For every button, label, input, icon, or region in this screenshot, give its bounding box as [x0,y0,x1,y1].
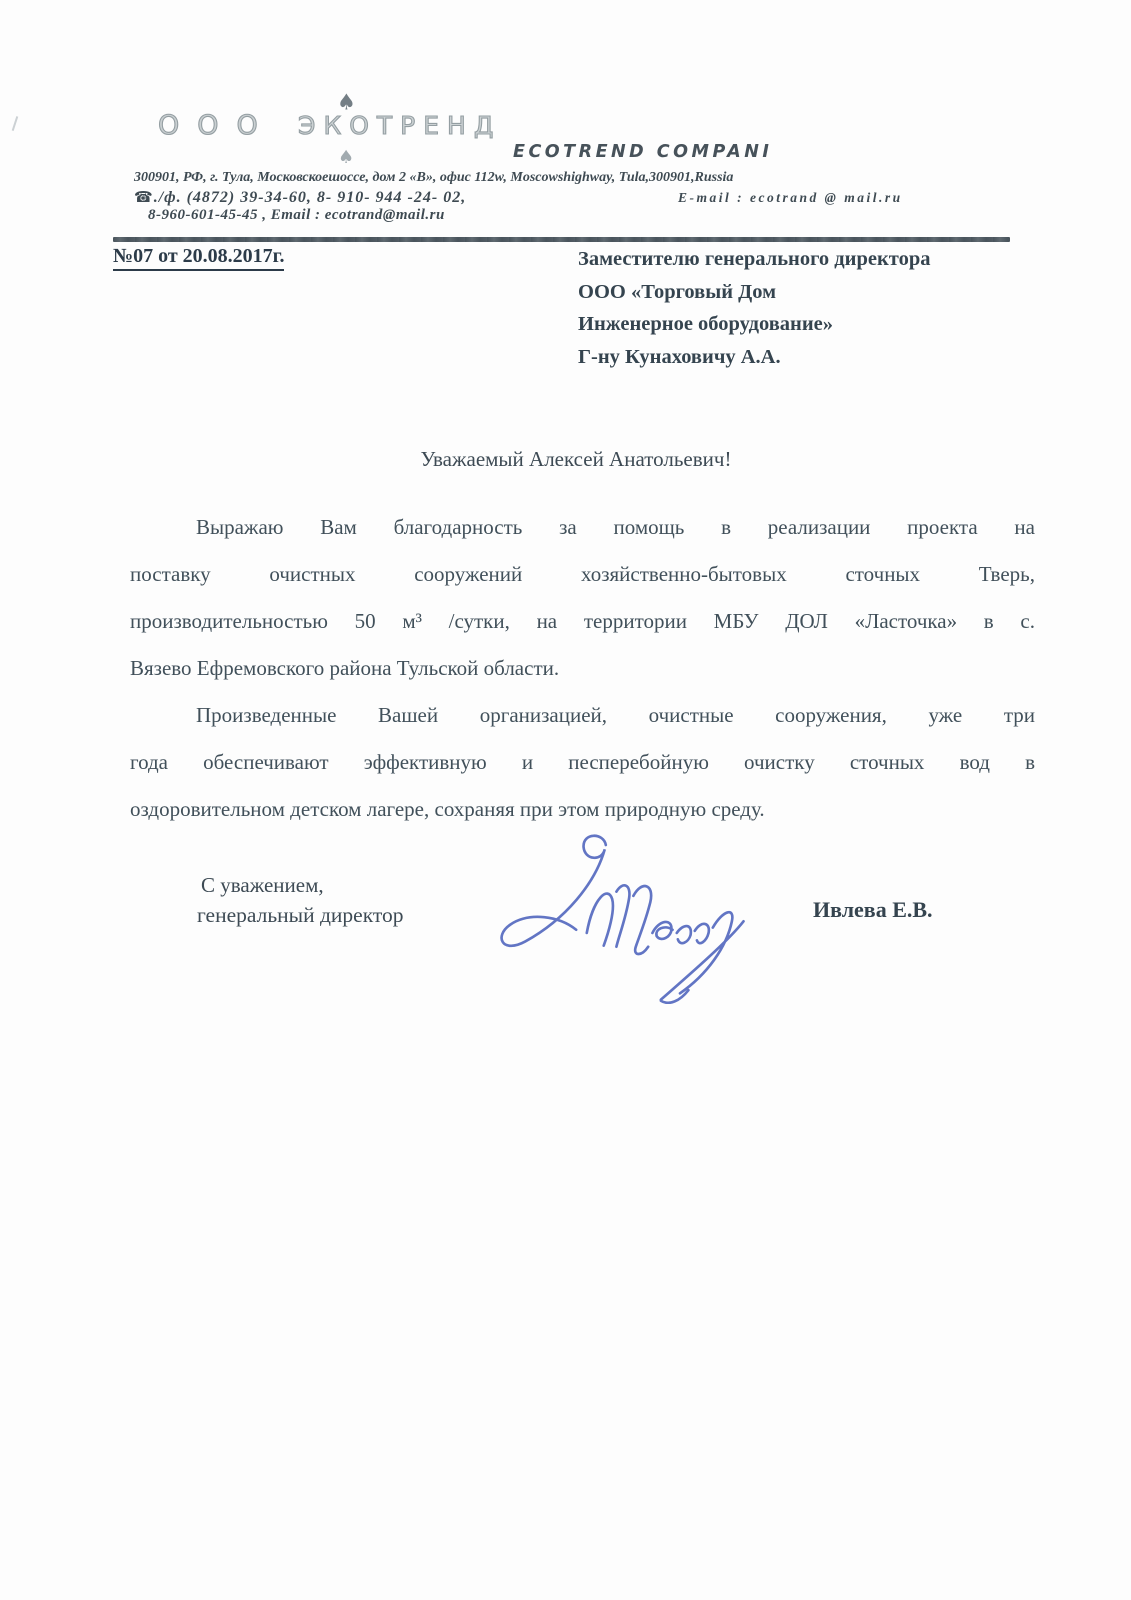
body-text-line: Выражаю Вам благодарность за помощь в реализации проекта на [196,515,1035,539]
recipient-line: Инженерное оборудование» [578,313,834,336]
recipient-line: Г-ну Кунаховичу А.А. [578,345,781,368]
body-text-line: поставку очистных сооружений хозяйственно-бытовых сточных Тверь, [130,562,1035,586]
letterhead-divider [113,237,1010,242]
leaf-ornament-bottom-icon: ♠ [338,147,355,168]
leaf-ornament-top-icon: ♠ [337,89,356,115]
reference-number-date: №07 от 20.08.2017г. [113,245,284,271]
company-address: 300901, РФ, г. Тула, Московскоешоссе, дом 2 «В», офис 112w, Moscowshighway, Tula,300901,Russia [134,170,734,185]
body-text-line: Произведенные Вашей организацией, очистные сооружения, уже три [196,703,1035,727]
logo-org-type: ООО [158,110,276,141]
logo-org-name: ЭКОТРЕНД [298,111,502,140]
signer-name: Ивлева Е.В. [813,897,933,922]
closing-regards: С уважением, [201,873,324,897]
body-text-line: оздоровительном детском лагере, сохраняя при этом природную среду. [130,797,765,821]
handwritten-signature-image [466,828,752,1004]
closing-title: генеральный директор [197,903,404,927]
body-text-line: года обеспечивают эффективную и песперебойную очистку сточных вод в [130,750,1035,774]
scan-artifact-mark [12,116,18,131]
recipient-line: ООО «Торговый Дом [578,280,777,303]
salutation: Уважаемый Алексей Анатольевич! [420,447,732,471]
letter-body [130,504,1035,833]
body-text-line: производительностью 50 м³ /сутки, на территории МБУ ДОЛ «Ласточка» в с. [130,609,1035,633]
recipient-block [578,243,1038,373]
phone-icon: ☎ [134,188,154,206]
company-name-en: ECOTREND COMPANI [513,142,773,162]
company-phones-secondary: 8-960-601-45-45 , Email : ecotrand@mail.ru [148,207,445,223]
company-email: E-mail : ecotrand @ mail.ru [678,190,903,205]
company-phones [134,188,466,207]
phone-numbers: ./ф. (4872) 39-34-60, 8- 910- 944 -24- 02, [153,189,467,206]
recipient-line: Заместителю генерального директора [578,248,931,270]
body-text-line: Вязево Ефремовского района Тульской области. [130,656,560,680]
